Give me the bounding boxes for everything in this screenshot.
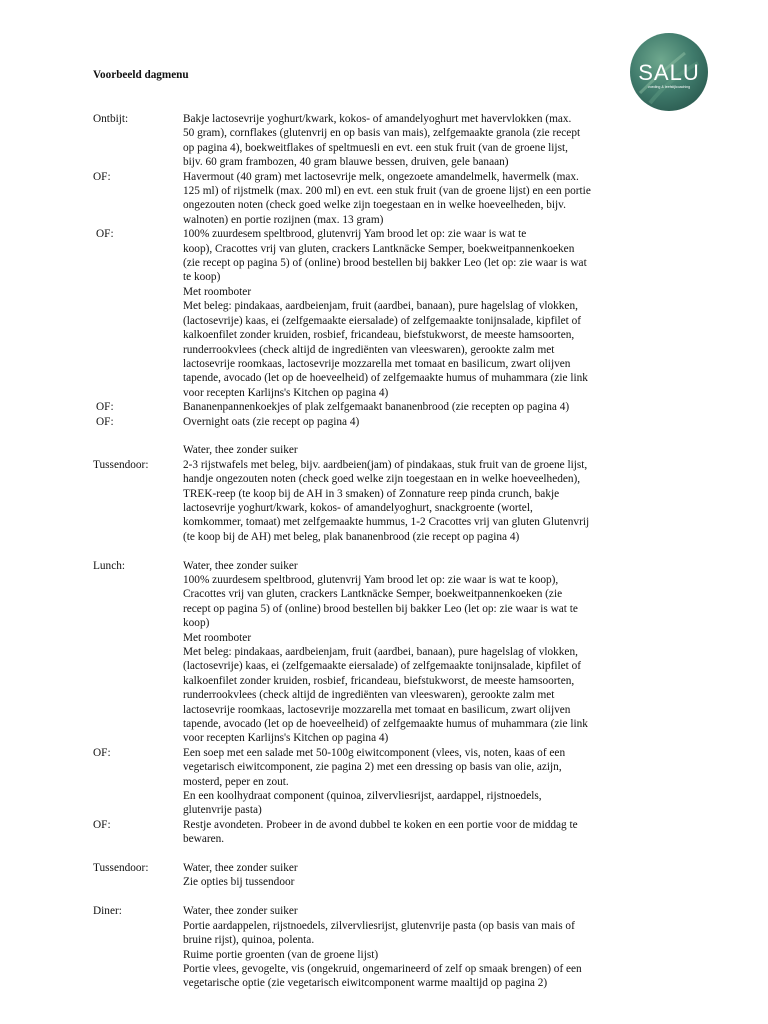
text-line: Water, thee zonder suiker (183, 559, 298, 572)
menu-section (93, 400, 693, 414)
text-line: bijv. 60 gram frambozen, 40 gram blauwe bessen, druiven, gele banaan) (183, 156, 509, 169)
text-line: 2-3 rijstwafels met beleg, bijv. aardbeien(jam) of pindakaas, stuk fruit van de groene lijst, (183, 458, 588, 471)
text-line: Met beleg: pindakaas, aardbeienjam, fruit (aardbei, banaan), pure hagelslag of vlokken, (183, 646, 578, 658)
section-text (183, 904, 683, 990)
section-text (183, 443, 683, 457)
section-text (183, 861, 683, 890)
menu-content (93, 112, 693, 991)
text-line: walnoten) en portie rozijnen (max. 13 gram) (183, 213, 384, 226)
logo-text: SALU (638, 60, 700, 85)
text-line: mosterd, peper en zout. (183, 775, 289, 788)
text-line: 100% zuurdesem speltbrood, glutenvrij Yam brood let op: zie waar is wat te koop), (183, 573, 559, 586)
section-label: OF: (93, 818, 111, 831)
section-label: Tussendoor: (93, 862, 149, 875)
text-line: TREK-reep (te koop bij de AH in 3 smaken) of Zonnature reep pinda crunch, bakje (183, 487, 560, 500)
section-text (183, 818, 683, 847)
menu-section (93, 443, 693, 457)
page-title: Voorbeeld dagmenu (93, 69, 189, 81)
section-label: OF: (96, 415, 114, 428)
menu-section (93, 415, 693, 429)
section-gap (93, 890, 693, 904)
text-line: te koop) (183, 271, 221, 284)
text-line: koop), Cracottes vrij van gluten, crackers Lantknäcke Semper, boekweitpannenkoeken (183, 242, 575, 255)
section-label (93, 443, 183, 457)
section-label: Diner: (93, 905, 122, 918)
section-text (183, 415, 683, 429)
menu-section (93, 170, 693, 228)
text-line: Met beleg: pindakaas, aardbeienjam, fruit (aardbei, banaan), pure hagelslag of vlokken, (183, 300, 578, 313)
menu-section (93, 227, 693, 400)
text-line: Een soep met een salade met 50-100g eiwitcomponent (vlees, vis, noten, kaas of een (183, 746, 566, 759)
text-line: Water, thee zonder suiker (183, 862, 298, 875)
text-line: (lactosevrije) kaas, ei (zelfgemaakte eiersalade) of zelfgemaakte tonijnsalade, kipfilet of (183, 314, 582, 327)
text-line: Met roomboter (183, 285, 252, 298)
text-line: runderrookvlees (check altijd de ingrediënten van vleeswaren), gerookte zalm met (183, 343, 555, 356)
section-label: OF: (96, 228, 114, 241)
text-line: Portie aardappelen, rijstnoedels, zilvervliesrijst, glutenvrije pasta (op basis van mais of (183, 919, 575, 932)
menu-section (93, 746, 693, 818)
section-label: Ontbijt: (93, 113, 129, 125)
text-line: handje ongezouten noten (check goed welke zijn toegestaan en in welke hoeveelheden), (183, 473, 581, 486)
text-line: kalkoenfilet zonder kruiden, rosbief, fricandeau, biefstukworst, de meeste hamsoorten, (183, 674, 575, 687)
text-line: 100% zuurdesem speltbrood, glutenvrij Yam brood let op: zie waar is wat te (183, 228, 527, 241)
section-label: Lunch: (93, 559, 125, 572)
text-line: Restje avondeten. Probeer in de avond dubbel te koken en een portie voor de middag te (183, 818, 578, 831)
section-text (183, 746, 683, 818)
salu-logo (630, 33, 708, 111)
text-line: lactosevrije yoghurt/kwark, kokos- of amandelyoghurt, snackgroente (wortel, (183, 501, 533, 514)
text-line: Bananenpannenkoekjes of plak zelfgemaakt bananenbrood (zie recepten op pagina 4) (183, 401, 570, 414)
section-label: Tussendoor: (93, 458, 149, 471)
section-text (183, 112, 683, 170)
section-label: OF: (96, 401, 114, 414)
text-line: Met roomboter (183, 631, 252, 644)
menu-section (93, 904, 693, 990)
text-line: Bakje lactosevrije yoghurt/kwark, kokos- of amandelyoghurt met havervlokken (max. (183, 113, 572, 125)
text-line: glutenvrije pasta) (183, 804, 262, 817)
section-label: OF: (93, 170, 111, 183)
text-line: (zie recept op pagina 5) of (online) brood bestellen bij bakker Leo (let op: zie waar is wat (183, 257, 587, 270)
logo-subtext: voeding & leefstijlcoaching (647, 85, 691, 89)
text-line: op pagina 4), boekweitflakes of speltmuesli en evt. een stuk fruit (van de groene lijst, (183, 141, 568, 154)
text-line: 50 gram), cornflakes (glutenvrij en op basis van mais), zelfgemaakte granola (zie recept (183, 127, 581, 140)
section-text (183, 400, 683, 414)
text-line: En een koolhydraat component (quinoa, zilvervliesrijst, aardappel, rijstnoedels, (183, 790, 542, 803)
text-line: tapende, avocado (let op de hoeveelheid) of zelfgemaakte humus of muhammara (zie link (183, 372, 588, 385)
text-line: (te koop bij de AH) met beleg, plak bananenbrood (zie recept op pagina 4) (183, 530, 520, 543)
text-line: Zie opties bij tussendoor (183, 876, 295, 889)
text-line: ongezouten noten (check goed welke zijn toegestaan en in welke hoeveelheden, bijv. (183, 199, 566, 212)
section-gap (93, 429, 693, 443)
text-line: Overnight oats (zie recept op pagina 4) (183, 415, 360, 428)
text-line: Havermout (40 gram) met lactosevrije melk, ongezoete amandelmelk, havermelk (max. (183, 170, 579, 183)
section-text (183, 458, 683, 544)
text-line: (lactosevrije) kaas, ei (zelfgemaakte eiersalade) of zelfgemaakte tonijnsalade, kipfilet of (183, 660, 582, 673)
text-line: voor recepten Karlijns's Kitchen op pagina 4) (183, 732, 389, 745)
menu-section (93, 818, 693, 847)
text-line: lactosevrije roomkaas, lactosevrije mozzarella met tomaat en basilicum, zwart olijven (183, 703, 571, 716)
text-line: Ruime portie groenten (van de groene lijst) (183, 948, 379, 961)
menu-section (93, 559, 693, 746)
text-line: komkommer, tomaat) met zelfgemaakte hummus, 1-2 Cracottes vrij van gluten Glutenvrij (183, 516, 590, 529)
section-text (183, 170, 683, 228)
menu-section (93, 861, 693, 890)
text-line: runderrookvlees (check altijd de ingrediënten van vleeswaren), gerookte zalm met (183, 689, 555, 702)
text-line: bewaren. (183, 833, 225, 846)
section-label: OF: (93, 746, 111, 759)
text-line: Water, thee zonder suiker (183, 905, 298, 918)
text-line: kalkoenfilet zonder kruiden, rosbief, fricandeau, biefstukworst, de meeste hamsoorten, (183, 329, 575, 342)
text-line: Cracottes vrij van gluten, crackers Lantknäcke Semper, boekweitpannenkoeken (zie (183, 588, 563, 601)
text-line: vegetarisch eiwitcomponent, zie pagina 2) met een dressing op basis van olie, azijn, (183, 761, 562, 774)
menu-section (93, 112, 693, 170)
section-gap (93, 544, 693, 558)
text-line: vegetarische optie (zie vegetarisch eiwitcomponent warme maaltijd op pagina 2) (183, 977, 548, 990)
menu-section (93, 458, 693, 544)
text-line: lactosevrije roomkaas, lactosevrije mozzarella met tomaat en basilicum, zwart olijven (183, 357, 571, 370)
section-text (183, 559, 683, 746)
text-line: bruine rijst), quinoa, polenta. (183, 934, 315, 947)
text-line: voor recepten Karlijns's Kitchen op pagina 4) (183, 386, 389, 399)
text-line: recept op pagina 5) of (online) brood bestellen bij bakker Leo (let op: zie waar is wat te (183, 602, 578, 615)
text-line: tapende, avocado (let op de hoeveelheid) of zelfgemaakte humus of muhammara (zie link (183, 718, 588, 731)
text-line: 125 ml) of rijstmelk (max. 200 ml) en evt. een stuk fruit (van de groene lijst) en een portie (183, 185, 591, 198)
text-line: Water, thee zonder suiker (183, 444, 298, 457)
section-text (183, 227, 683, 400)
text-line: koop) (183, 617, 210, 630)
section-gap (93, 847, 693, 861)
text-line: Portie vlees, gevogelte, vis (ongekruid, ongemarineerd of zelf op smaak brengen) of een (183, 962, 582, 975)
